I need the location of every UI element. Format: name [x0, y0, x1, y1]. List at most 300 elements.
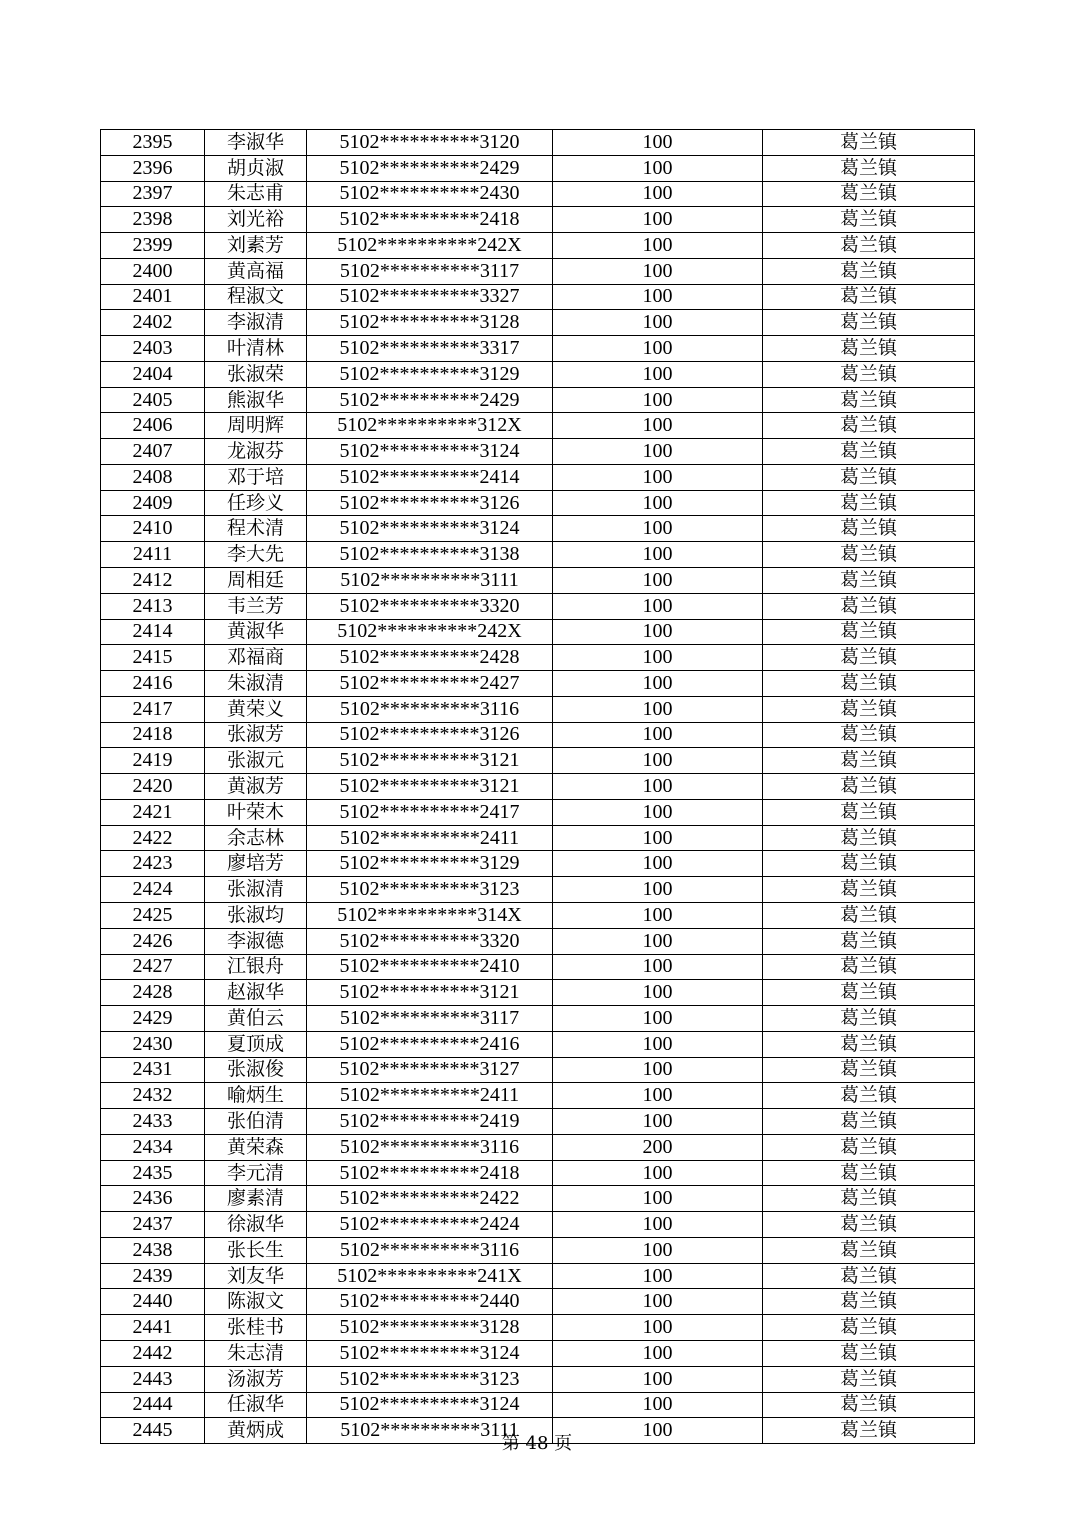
town-cell: 葛兰镇 — [763, 1006, 975, 1032]
table-row — [101, 1289, 975, 1315]
name-cell: 黄荣森 — [205, 1134, 307, 1160]
amount-cell: 100 — [553, 1031, 763, 1057]
table-row — [101, 542, 975, 568]
id-number-cell: 5102**********312X — [307, 413, 553, 439]
record-table-body — [101, 130, 975, 1444]
town-cell: 葛兰镇 — [763, 851, 975, 877]
table-row — [101, 387, 975, 413]
row-number-cell: 2423 — [101, 851, 205, 877]
id-number-cell: 5102**********3128 — [307, 310, 553, 336]
id-number-cell: 5102**********2440 — [307, 1289, 553, 1315]
id-number-cell: 5102**********2428 — [307, 645, 553, 671]
town-cell: 葛兰镇 — [763, 619, 975, 645]
name-cell: 熊淑华 — [205, 387, 307, 413]
name-cell: 喻炳生 — [205, 1083, 307, 1109]
id-number-cell: 5102**********3129 — [307, 361, 553, 387]
name-cell: 李淑华 — [205, 130, 307, 156]
name-cell: 黄淑芳 — [205, 774, 307, 800]
row-number-cell: 2427 — [101, 954, 205, 980]
row-number-cell: 2444 — [101, 1392, 205, 1418]
name-cell: 任淑华 — [205, 1392, 307, 1418]
row-number-cell: 2439 — [101, 1263, 205, 1289]
name-cell: 周明辉 — [205, 413, 307, 439]
amount-cell: 100 — [553, 361, 763, 387]
table-row — [101, 1392, 975, 1418]
name-cell: 朱志甫 — [205, 181, 307, 207]
amount-cell: 100 — [553, 619, 763, 645]
town-cell: 葛兰镇 — [763, 671, 975, 697]
table-row — [101, 1134, 975, 1160]
amount-cell: 100 — [553, 1057, 763, 1083]
name-cell: 黄淑华 — [205, 619, 307, 645]
table-row — [101, 645, 975, 671]
id-number-cell: 5102**********3121 — [307, 980, 553, 1006]
town-cell: 葛兰镇 — [763, 774, 975, 800]
amount-cell: 100 — [553, 645, 763, 671]
name-cell: 龙淑芬 — [205, 439, 307, 465]
row-number-cell: 2396 — [101, 155, 205, 181]
table-row — [101, 413, 975, 439]
table-row — [101, 258, 975, 284]
amount-cell: 100 — [553, 439, 763, 465]
amount-cell: 100 — [553, 1366, 763, 1392]
name-cell: 叶荣木 — [205, 799, 307, 825]
amount-cell: 100 — [553, 336, 763, 362]
id-number-cell: 5102**********3126 — [307, 722, 553, 748]
town-cell: 葛兰镇 — [763, 1289, 975, 1315]
name-cell: 汤淑芳 — [205, 1366, 307, 1392]
name-cell: 任珍义 — [205, 490, 307, 516]
id-number-cell: 5102**********2427 — [307, 671, 553, 697]
name-cell: 张淑元 — [205, 748, 307, 774]
town-cell: 葛兰镇 — [763, 748, 975, 774]
row-number-cell: 2402 — [101, 310, 205, 336]
id-number-cell: 5102**********3116 — [307, 696, 553, 722]
row-number-cell: 2435 — [101, 1160, 205, 1186]
row-number-cell: 2413 — [101, 593, 205, 619]
id-number-cell: 5102**********3129 — [307, 851, 553, 877]
row-number-cell: 2398 — [101, 207, 205, 233]
id-number-cell: 5102**********2429 — [307, 387, 553, 413]
name-cell: 叶清林 — [205, 336, 307, 362]
row-number-cell: 2395 — [101, 130, 205, 156]
town-cell: 葛兰镇 — [763, 1160, 975, 1186]
id-number-cell: 5102**********2416 — [307, 1031, 553, 1057]
row-number-cell: 2416 — [101, 671, 205, 697]
row-number-cell: 2414 — [101, 619, 205, 645]
id-number-cell: 5102**********3124 — [307, 1340, 553, 1366]
name-cell: 江银舟 — [205, 954, 307, 980]
id-number-cell: 5102**********3117 — [307, 258, 553, 284]
town-cell: 葛兰镇 — [763, 233, 975, 259]
amount-cell: 100 — [553, 877, 763, 903]
id-number-cell: 5102**********3127 — [307, 1057, 553, 1083]
row-number-cell: 2441 — [101, 1315, 205, 1341]
amount-cell: 100 — [553, 568, 763, 594]
table-row — [101, 825, 975, 851]
name-cell: 刘光裕 — [205, 207, 307, 233]
name-cell: 周相廷 — [205, 568, 307, 594]
name-cell: 黄伯云 — [205, 1006, 307, 1032]
town-cell: 葛兰镇 — [763, 387, 975, 413]
name-cell: 邓福商 — [205, 645, 307, 671]
row-number-cell: 2415 — [101, 645, 205, 671]
town-cell: 葛兰镇 — [763, 413, 975, 439]
amount-cell: 100 — [553, 310, 763, 336]
table-row — [101, 722, 975, 748]
table-row — [101, 1031, 975, 1057]
amount-cell: 100 — [553, 1340, 763, 1366]
town-cell: 葛兰镇 — [763, 464, 975, 490]
amount-cell: 100 — [553, 954, 763, 980]
table-row — [101, 774, 975, 800]
id-number-cell: 5102**********3320 — [307, 928, 553, 954]
name-cell: 程淑文 — [205, 284, 307, 310]
row-number-cell: 2400 — [101, 258, 205, 284]
amount-cell: 100 — [553, 516, 763, 542]
amount-cell: 100 — [553, 1160, 763, 1186]
name-cell: 刘素芳 — [205, 233, 307, 259]
table-row — [101, 877, 975, 903]
amount-cell: 100 — [553, 593, 763, 619]
id-number-cell: 5102**********3120 — [307, 130, 553, 156]
amount-cell: 100 — [553, 1418, 763, 1444]
row-number-cell: 2409 — [101, 490, 205, 516]
town-cell: 葛兰镇 — [763, 258, 975, 284]
amount-cell: 100 — [553, 490, 763, 516]
amount-cell: 100 — [553, 722, 763, 748]
town-cell: 葛兰镇 — [763, 516, 975, 542]
amount-cell: 100 — [553, 155, 763, 181]
amount-cell: 100 — [553, 542, 763, 568]
amount-cell: 100 — [553, 825, 763, 851]
table-row — [101, 1160, 975, 1186]
amount-cell: 100 — [553, 1083, 763, 1109]
id-number-cell: 5102**********2410 — [307, 954, 553, 980]
id-number-cell: 5102**********3320 — [307, 593, 553, 619]
amount-cell: 100 — [553, 1109, 763, 1135]
table-row — [101, 1212, 975, 1238]
row-number-cell: 2440 — [101, 1289, 205, 1315]
town-cell: 葛兰镇 — [763, 336, 975, 362]
id-number-cell: 5102**********3123 — [307, 877, 553, 903]
amount-cell: 100 — [553, 774, 763, 800]
id-number-cell: 5102**********3327 — [307, 284, 553, 310]
name-cell: 李元清 — [205, 1160, 307, 1186]
amount-cell: 200 — [553, 1134, 763, 1160]
row-number-cell: 2443 — [101, 1366, 205, 1392]
town-cell: 葛兰镇 — [763, 722, 975, 748]
town-cell: 葛兰镇 — [763, 207, 975, 233]
row-number-cell: 2418 — [101, 722, 205, 748]
row-number-cell: 2433 — [101, 1109, 205, 1135]
amount-cell: 100 — [553, 671, 763, 697]
row-number-cell: 2412 — [101, 568, 205, 594]
town-cell: 葛兰镇 — [763, 568, 975, 594]
name-cell: 李淑德 — [205, 928, 307, 954]
town-cell: 葛兰镇 — [763, 1315, 975, 1341]
id-number-cell: 5102**********3124 — [307, 1392, 553, 1418]
table-row — [101, 1057, 975, 1083]
town-cell: 葛兰镇 — [763, 1212, 975, 1238]
row-number-cell: 2429 — [101, 1006, 205, 1032]
town-cell: 葛兰镇 — [763, 542, 975, 568]
name-cell: 赵淑华 — [205, 980, 307, 1006]
amount-cell: 100 — [553, 284, 763, 310]
table-row — [101, 207, 975, 233]
town-cell: 葛兰镇 — [763, 130, 975, 156]
id-number-cell: 5102**********3111 — [307, 1418, 553, 1444]
table-row — [101, 439, 975, 465]
row-number-cell: 2408 — [101, 464, 205, 490]
name-cell: 刘友华 — [205, 1263, 307, 1289]
row-number-cell: 2428 — [101, 980, 205, 1006]
id-number-cell: 5102**********3121 — [307, 748, 553, 774]
table-row — [101, 361, 975, 387]
id-number-cell: 5102**********2418 — [307, 207, 553, 233]
town-cell: 葛兰镇 — [763, 1186, 975, 1212]
town-cell: 葛兰镇 — [763, 1366, 975, 1392]
amount-cell: 100 — [553, 413, 763, 439]
town-cell: 葛兰镇 — [763, 593, 975, 619]
id-number-cell: 5102**********241X — [307, 1263, 553, 1289]
town-cell: 葛兰镇 — [763, 1109, 975, 1135]
row-number-cell: 2410 — [101, 516, 205, 542]
amount-cell: 100 — [553, 902, 763, 928]
name-cell: 李大先 — [205, 542, 307, 568]
name-cell: 张淑均 — [205, 902, 307, 928]
amount-cell: 100 — [553, 1186, 763, 1212]
row-number-cell: 2437 — [101, 1212, 205, 1238]
row-number-cell: 2445 — [101, 1418, 205, 1444]
town-cell: 葛兰镇 — [763, 1263, 975, 1289]
row-number-cell: 2442 — [101, 1340, 205, 1366]
table-row — [101, 748, 975, 774]
table-row — [101, 799, 975, 825]
id-number-cell: 5102**********3124 — [307, 439, 553, 465]
table-row — [101, 336, 975, 362]
name-cell: 廖培芳 — [205, 851, 307, 877]
name-cell: 张长生 — [205, 1237, 307, 1263]
row-number-cell: 2436 — [101, 1186, 205, 1212]
table-row — [101, 490, 975, 516]
table-row — [101, 568, 975, 594]
table-row — [101, 1340, 975, 1366]
table-row — [101, 464, 975, 490]
amount-cell: 100 — [553, 207, 763, 233]
table-row — [101, 1263, 975, 1289]
table-row — [101, 1315, 975, 1341]
amount-cell: 100 — [553, 181, 763, 207]
name-cell: 朱志清 — [205, 1340, 307, 1366]
table-row — [101, 310, 975, 336]
table-row — [101, 1006, 975, 1032]
amount-cell: 100 — [553, 696, 763, 722]
town-cell: 葛兰镇 — [763, 1057, 975, 1083]
town-cell: 葛兰镇 — [763, 310, 975, 336]
town-cell: 葛兰镇 — [763, 1237, 975, 1263]
town-cell: 葛兰镇 — [763, 696, 975, 722]
name-cell: 李淑清 — [205, 310, 307, 336]
town-cell: 葛兰镇 — [763, 799, 975, 825]
table-row — [101, 155, 975, 181]
id-number-cell: 5102**********2417 — [307, 799, 553, 825]
row-number-cell: 2426 — [101, 928, 205, 954]
row-number-cell: 2419 — [101, 748, 205, 774]
town-cell: 葛兰镇 — [763, 439, 975, 465]
row-number-cell: 2432 — [101, 1083, 205, 1109]
id-number-cell: 5102**********3116 — [307, 1134, 553, 1160]
id-number-cell: 5102**********2419 — [307, 1109, 553, 1135]
table-row — [101, 851, 975, 877]
town-cell: 葛兰镇 — [763, 954, 975, 980]
name-cell: 黄高福 — [205, 258, 307, 284]
name-cell: 余志林 — [205, 825, 307, 851]
id-number-cell: 5102**********3126 — [307, 490, 553, 516]
table-row — [101, 284, 975, 310]
id-number-cell: 5102**********3121 — [307, 774, 553, 800]
name-cell: 张淑芳 — [205, 722, 307, 748]
id-number-cell: 5102**********3117 — [307, 1006, 553, 1032]
id-number-cell: 5102**********2414 — [307, 464, 553, 490]
name-cell: 张淑荣 — [205, 361, 307, 387]
row-number-cell: 2421 — [101, 799, 205, 825]
row-number-cell: 2430 — [101, 1031, 205, 1057]
amount-cell: 100 — [553, 851, 763, 877]
id-number-cell: 5102**********2411 — [307, 825, 553, 851]
row-number-cell: 2438 — [101, 1237, 205, 1263]
amount-cell: 100 — [553, 1212, 763, 1238]
table-row — [101, 1083, 975, 1109]
id-number-cell: 5102**********3138 — [307, 542, 553, 568]
amount-cell: 100 — [553, 799, 763, 825]
id-number-cell: 5102**********2429 — [307, 155, 553, 181]
table-row — [101, 928, 975, 954]
name-cell: 徐淑华 — [205, 1212, 307, 1238]
row-number-cell: 2407 — [101, 439, 205, 465]
amount-cell: 100 — [553, 980, 763, 1006]
id-number-cell: 5102**********3124 — [307, 516, 553, 542]
id-number-cell: 5102**********2430 — [307, 181, 553, 207]
page-number: 第 48 页 — [501, 1433, 573, 1454]
name-cell: 陈淑文 — [205, 1289, 307, 1315]
row-number-cell: 2417 — [101, 696, 205, 722]
id-number-cell: 5102**********2424 — [307, 1212, 553, 1238]
town-cell: 葛兰镇 — [763, 928, 975, 954]
amount-cell: 100 — [553, 1392, 763, 1418]
name-cell: 夏顶成 — [205, 1031, 307, 1057]
table-row — [101, 233, 975, 259]
amount-cell: 100 — [553, 748, 763, 774]
amount-cell: 100 — [553, 1263, 763, 1289]
table-row — [101, 1186, 975, 1212]
town-cell: 葛兰镇 — [763, 181, 975, 207]
amount-cell: 100 — [553, 258, 763, 284]
name-cell: 朱淑清 — [205, 671, 307, 697]
id-number-cell: 5102**********2418 — [307, 1160, 553, 1186]
town-cell: 葛兰镇 — [763, 1134, 975, 1160]
table-row — [101, 954, 975, 980]
name-cell: 张伯清 — [205, 1109, 307, 1135]
row-number-cell: 2424 — [101, 877, 205, 903]
id-number-cell: 5102**********3116 — [307, 1237, 553, 1263]
town-cell: 葛兰镇 — [763, 1031, 975, 1057]
id-number-cell: 5102**********2411 — [307, 1083, 553, 1109]
town-cell: 葛兰镇 — [763, 980, 975, 1006]
table-row — [101, 902, 975, 928]
town-cell: 葛兰镇 — [763, 825, 975, 851]
town-cell: 葛兰镇 — [763, 645, 975, 671]
row-number-cell: 2403 — [101, 336, 205, 362]
row-number-cell: 2434 — [101, 1134, 205, 1160]
id-number-cell: 5102**********3111 — [307, 568, 553, 594]
table-row — [101, 696, 975, 722]
amount-cell: 100 — [553, 1289, 763, 1315]
town-cell: 葛兰镇 — [763, 877, 975, 903]
row-number-cell: 2431 — [101, 1057, 205, 1083]
town-cell: 葛兰镇 — [763, 361, 975, 387]
name-cell: 张桂书 — [205, 1315, 307, 1341]
row-number-cell: 2404 — [101, 361, 205, 387]
town-cell: 葛兰镇 — [763, 284, 975, 310]
row-number-cell: 2420 — [101, 774, 205, 800]
amount-cell: 100 — [553, 1237, 763, 1263]
town-cell: 葛兰镇 — [763, 1418, 975, 1444]
table-row — [101, 181, 975, 207]
amount-cell: 100 — [553, 233, 763, 259]
table-row — [101, 1237, 975, 1263]
name-cell: 张淑俊 — [205, 1057, 307, 1083]
row-number-cell: 2401 — [101, 284, 205, 310]
row-number-cell: 2422 — [101, 825, 205, 851]
id-number-cell: 5102**********2422 — [307, 1186, 553, 1212]
table-row — [101, 671, 975, 697]
id-number-cell: 5102**********314X — [307, 902, 553, 928]
record-table — [100, 129, 975, 1444]
name-cell: 程术清 — [205, 516, 307, 542]
table-row — [101, 619, 975, 645]
name-cell: 廖素清 — [205, 1186, 307, 1212]
town-cell: 葛兰镇 — [763, 1340, 975, 1366]
amount-cell: 100 — [553, 1315, 763, 1341]
name-cell: 黄荣义 — [205, 696, 307, 722]
id-number-cell: 5102**********242X — [307, 619, 553, 645]
row-number-cell: 2425 — [101, 902, 205, 928]
id-number-cell: 5102**********242X — [307, 233, 553, 259]
name-cell: 邓于培 — [205, 464, 307, 490]
table-row — [101, 1109, 975, 1135]
row-number-cell: 2399 — [101, 233, 205, 259]
row-number-cell: 2405 — [101, 387, 205, 413]
table-row — [101, 516, 975, 542]
row-number-cell: 2397 — [101, 181, 205, 207]
table-row — [101, 1366, 975, 1392]
table-row — [101, 593, 975, 619]
amount-cell: 100 — [553, 387, 763, 413]
table-row — [101, 130, 975, 156]
amount-cell: 100 — [553, 130, 763, 156]
table-row — [101, 980, 975, 1006]
row-number-cell: 2411 — [101, 542, 205, 568]
town-cell: 葛兰镇 — [763, 155, 975, 181]
town-cell: 葛兰镇 — [763, 490, 975, 516]
name-cell: 胡贞淑 — [205, 155, 307, 181]
id-number-cell: 5102**********3123 — [307, 1366, 553, 1392]
town-cell: 葛兰镇 — [763, 1392, 975, 1418]
amount-cell: 100 — [553, 464, 763, 490]
id-number-cell: 5102**********3317 — [307, 336, 553, 362]
id-number-cell: 5102**********3128 — [307, 1315, 553, 1341]
